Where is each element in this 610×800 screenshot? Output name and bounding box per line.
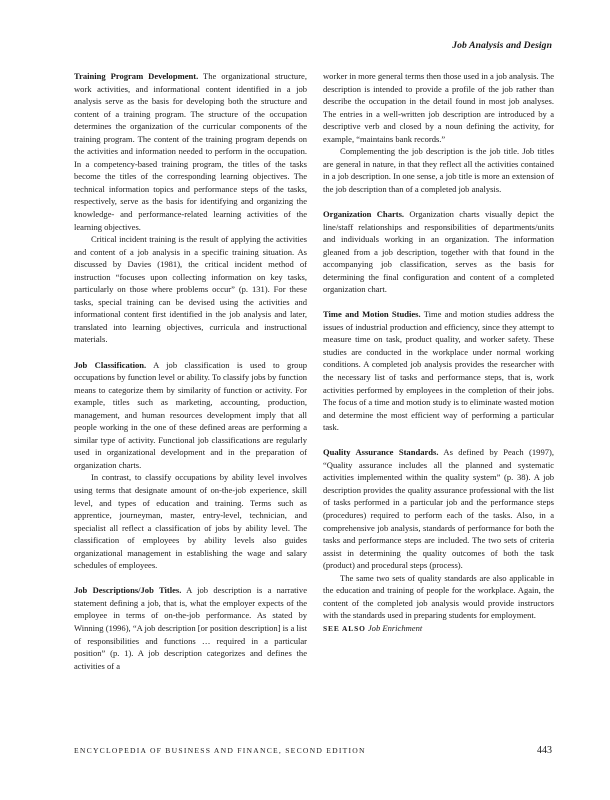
paragraph: A job classification is used to group occupations by function level or ability. To classify jobs by function means to categorize them by similarity of function or activity. For example, titles such as marketing, accounting, production, management, and human resources development imply that all people working in the one of these defined areas are performing a similar type of activity. Functional job classifications are regularly used in organizational development and in the preparation of organization charts. [74, 359, 307, 470]
section-time-motion [323, 308, 554, 433]
paragraph: Critical incident training is the result of applying the activities and content of a job analysis in a specific training situation. As discussed by Davies (1981), the critical incident method of instruction “focuses upon collecting information on key tasks, particularly on those where problems occur” (p. 131). For these tasks, special training can be devised using the activities and informational content first identified in the job analysis and later, translated into learning objectives, curricula and instructional materials. [74, 234, 307, 345]
section-heading: Training Program Development. [74, 71, 199, 81]
paragraph: Complementing the job description is the job title. Job titles are general in nature, in that they reflect all the activities contained in a job description. In one sense, a job title is more an extension of the job description than of a completed job analysis. [323, 146, 554, 194]
paragraph: Time and motion studies address the issues of industrial production and efficiency, since they attempt to measure time on task, product quality, and worker safety. These studies are conducted in the workplace under normal working conditions. A completed job analysis provides the researcher with the necessary list of tasks and performance steps, that is, work activities performed by employees in the completion of their jobs. The focus of a time and motion study is to eliminate wasted motion and determine the most efficient way of performing a particular task. [323, 309, 554, 433]
running-head: Job Analysis and Design [452, 40, 552, 51]
publication-title: ENCYCLOPEDIA OF BUSINESS AND FINANCE, SECOND EDITION [74, 746, 366, 755]
see-also-label: SEE ALSO [323, 623, 366, 633]
paragraph: The same two sets of quality standards are also applicable in the education and training of people for the workplace. Again, the content of the completed job analysis would provide instructors with the standards used in preparing students for employment. [323, 572, 554, 621]
paragraph: worker in more general terms then those used in a job analysis. The description is intended to provide a profile of the job rather than describe the occupation in the detail found in most job analyses. The entries in a well-written job description are introduced by a descriptive verb and closed by a noun defining the activity, for example, “maintains bank records.” [323, 71, 554, 144]
see-also-link[interactable]: Job Enrichment [367, 622, 423, 633]
section-descriptions [74, 584, 307, 672]
section-quality [323, 446, 554, 571]
section-heading: Job Classification. [74, 359, 147, 370]
see-also [323, 622, 554, 636]
page-number: 443 [537, 745, 552, 756]
section-heading: Job Descriptions/Job Titles. [74, 585, 182, 596]
section-heading: Time and Motion Studies. [323, 309, 421, 320]
section-org-charts [323, 208, 554, 296]
paragraph: As defined by Peach (1997), “Quality assurance includes all the planned and systematic activities implemented within the quality system” (p. 38). A job description provides the quality assurance professional with the list of tasks performed in a particular job and the performance steps (procedures) required to perform each of the tasks. Also, in a comprehensive job analysis, standards of performance for both the tasks and performance steps are included. The two sets of criteria assist in determining the quality outcomes of both the task (product) and procedural steps (process). [323, 447, 554, 571]
page-footer [74, 746, 552, 755]
paragraph: Organization charts visually depict the line/staff relationships and responsibilities of departments/units and individuals working in an organization. The information gleaned from a job description, together with that found in the accompanying job classification, serves as the basis for determining the final configuration and content of a completed organization chart. [323, 208, 555, 295]
section-training [74, 70, 307, 233]
paragraph: A job description is a narrative statement defining a job, that is, what the employer expects of the employee in terms of on-the-job performance. As stated by Winning (1996), “A job description [or position description] is a list of responsibilities and functions … required in a particular position” (p. 1). A job description categorizes and defines the activities of a [74, 585, 308, 671]
paragraph: The organizational structure, work activities, and informational content identified in a job analysis serve as the basis for developing both the structure and content of a training program. The structure of the occupation determines the organization of the curricular components of the training program. The content of the training program depends on the activities and information needed to perform in the occupation. In a competency-based training program, the titles of the tasks become the titles of the corresponding learning objectives. The technical information topics and performance steps of the tasks, respectively, serve as the basis for identifying and organizing the knowledge- and performance-related learning activities of the learning objectives. [74, 71, 307, 232]
left-column [74, 70, 307, 672]
section-heading: Organization Charts. [323, 208, 405, 219]
paragraph: In contrast, to classify occupations by ability level involves using terms that designate amount of on-the-job experience, skill level, and types of education and training. Terms such as apprentice, journeyman, master, entry-level, technician, and specialist all reflect a classification of jobs by ability level. The classification of employees by ability levels also guides organizational management in establishing the wage and salary schedules of employees. [74, 472, 307, 571]
section-heading: Quality Assurance Standards. [323, 447, 439, 458]
right-column [323, 70, 554, 635]
section-classification [74, 359, 307, 472]
